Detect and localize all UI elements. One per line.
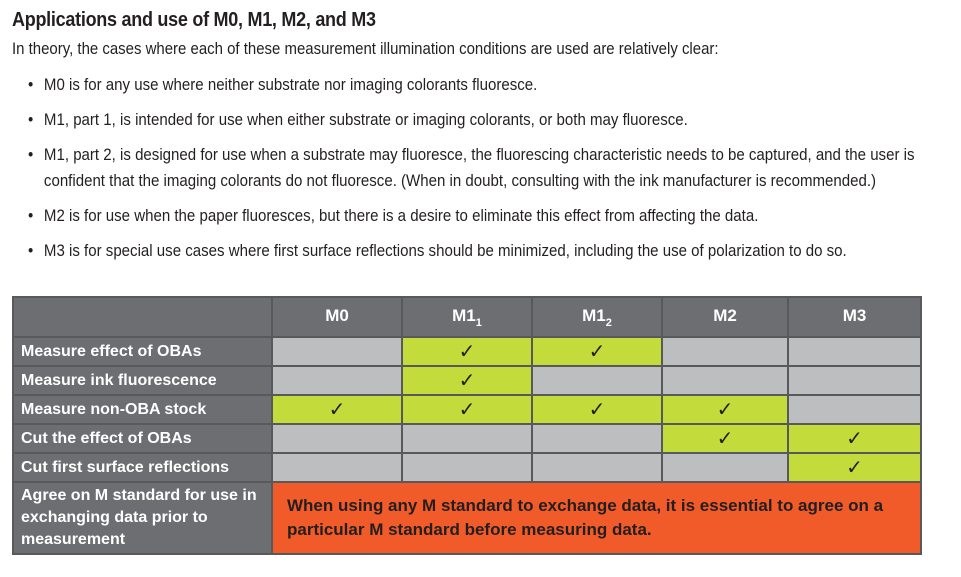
empty-cell [532,424,662,453]
empty-cell [662,366,788,395]
empty-cell [402,453,532,482]
column-header-sub: 2 [605,316,612,329]
checkmark-icon: ✓ [588,397,606,421]
table-row-agreement [13,482,921,554]
list-item [28,238,948,264]
empty-cell [272,453,402,482]
checkmark-icon: ✓ [716,426,734,450]
column-header-label: M0 [325,305,349,325]
checkmark-icon: ✓ [458,339,476,363]
checkmark-icon: ✓ [458,368,476,392]
checkmark-icon: ✓ [458,397,476,421]
checkmark-icon: ✓ [328,397,346,421]
table-row [13,424,921,453]
list-item-text: M2 is for use when the paper fluoresces, but there is a desire to eliminate this effect from affecting the data. [43,206,759,225]
bullet-icon: • [28,206,34,225]
column-header-m3 [788,297,921,337]
column-header-label: M3 [842,305,867,325]
intro-text: In theory, the cases where each of these measurement illumination conditions are used are relatively clear: [12,39,719,58]
empty-cell [662,453,788,482]
empty-cell [272,366,402,395]
column-header-label: M1 [582,305,606,325]
table-row [13,337,921,366]
list-item [28,203,948,229]
row-label: Cut the effect of OBAs [13,424,272,453]
bullet-icon: • [28,75,34,94]
agreement-note: When using any M standard to exchange data, it is essential to agree on a particular M standard before measuring data. [272,482,921,554]
column-header-sub: 1 [475,316,482,329]
checked-cell [788,453,921,482]
row-label: Measure ink fluorescence [13,366,272,395]
list-item-text: M1, part 2, is designed for use when a substrate may fluoresce, the fluorescing characteristic needs to be captured, and the user is confident that the imaging colorants do not fluoresce. (When in doubt, consulting with the ink manufacturer is recommended.) [43,145,915,190]
header-corner [13,297,272,337]
row-label: Measure effect of OBAs [13,337,272,366]
checked-cell [662,424,788,453]
checked-cell [402,366,532,395]
list-item [28,142,948,194]
empty-cell [272,337,402,366]
empty-cell [788,366,921,395]
checked-cell [402,337,532,366]
checkmark-icon: ✓ [846,455,863,479]
list-item-text: M3 is for special use cases where first surface reflections should be minimized, including the use of polarization to do so. [43,241,847,260]
empty-cell [788,337,921,366]
empty-cell [532,453,662,482]
checked-cell [272,395,402,424]
column-header-m0 [272,297,402,337]
checked-cell [788,424,921,453]
empty-cell [662,337,788,366]
page-title: Applications and use of M0, M1, M2, and M3 [12,9,376,31]
empty-cell [788,395,921,424]
empty-cell [532,366,662,395]
list-item-text: M0 is for any use where neither substrate nor imaging colorants fluoresce. [43,75,538,94]
table-row [13,366,921,395]
bullet-icon: • [28,241,34,260]
empty-cell [402,424,532,453]
row-label: Cut first surface reflections [13,453,272,482]
bullet-icon: • [28,145,34,164]
list-item [28,72,948,98]
column-header-m1-1 [402,297,532,337]
list-item-text: M1, part 1, is intended for use when either substrate or imaging colorants, or both may fluoresce. [43,110,688,129]
m-standards-table [12,296,922,555]
row-label: Measure non-OBA stock [13,395,272,424]
column-header-m1-2 [532,297,662,337]
bullet-icon: • [28,110,34,129]
empty-cell [272,424,402,453]
checkmark-icon: ✓ [588,339,606,363]
column-header-label: M1 [452,305,476,325]
checked-cell [532,337,662,366]
checkmark-icon: ✓ [846,426,863,450]
checkmark-icon: ✓ [716,397,734,421]
row-label: Agree on M standard for use in exchanging data prior to measurement [13,482,272,554]
checked-cell [402,395,532,424]
table-header-row [13,297,921,337]
checked-cell [532,395,662,424]
list-item [28,107,948,133]
column-header-m2 [662,297,788,337]
table-row [13,453,921,482]
checked-cell [662,395,788,424]
table-row [13,395,921,424]
column-header-label: M2 [713,305,737,325]
